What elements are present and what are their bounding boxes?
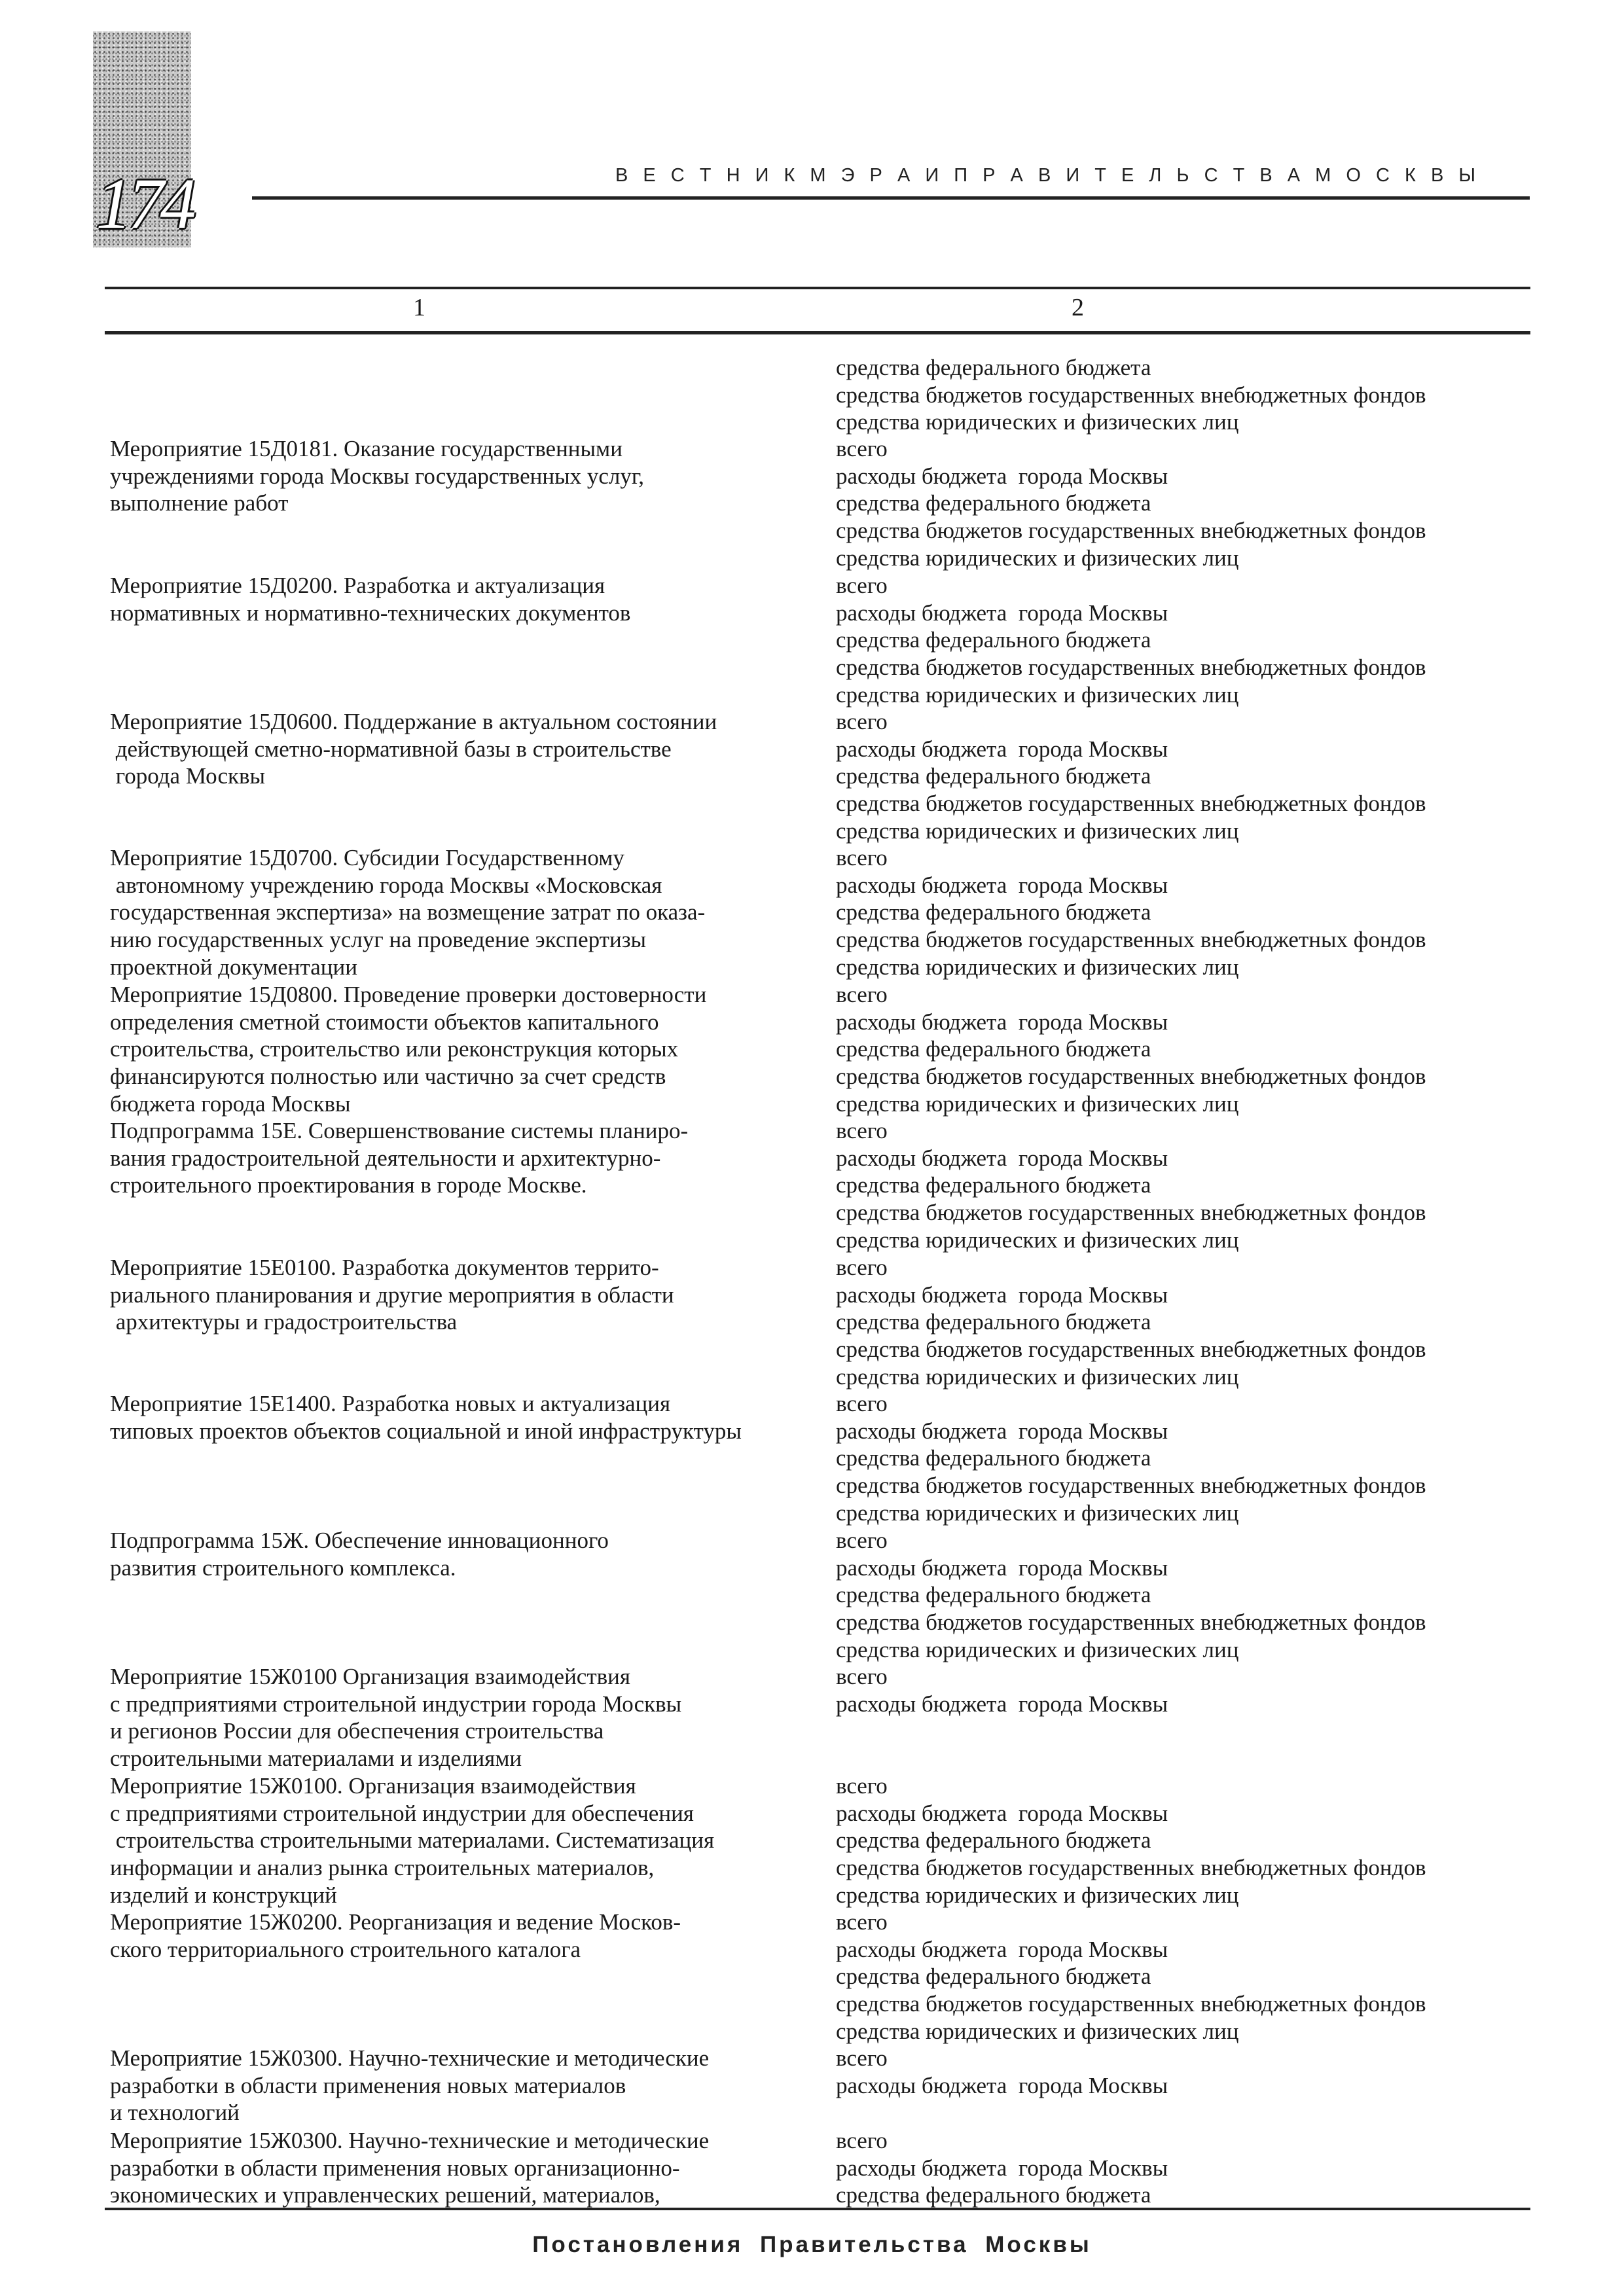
column-number-2: 2 xyxy=(1072,294,1084,321)
row-9-right: всего расходы бюджета города Москвы средства федерального бюджета средства бюджетов государственных внебюджетных фондов средства юридических и физических лиц xyxy=(836,1391,1426,1526)
row-8-right: всего расходы бюджета города Москвы средства федерального бюджета средства бюджетов государственных внебюджетных фондов средства юридических и физических лиц xyxy=(836,1255,1426,1390)
row-2-right: всего расходы бюджета города Москвы средства федерального бюджета средства бюджетов государственных внебюджетных фондов средства юридических и физических лиц xyxy=(836,436,1426,571)
page-number: 174 xyxy=(96,164,192,243)
row-11-left: Мероприятие 15Ж0100 Организация взаимодействия с предприятиями строительной индустрии города Москвы и регионов России для обеспечения строительства строительными материалами и изделиями xyxy=(110,1664,682,1772)
row-1-right: средства федерального бюджета средства бюджетов государственных внебюджетных фондов средства юридических и физических лиц xyxy=(836,355,1426,435)
row-13-right: всего расходы бюджета города Москвы средства федерального бюджета средства бюджетов государственных внебюджетных фондов средства юридических и физических лиц xyxy=(836,1909,1426,2044)
row-10-right: всего расходы бюджета города Москвы средства федерального бюджета средства бюджетов государственных внебюджетных фондов средства юридических и физических лиц xyxy=(836,1528,1426,1662)
row-12-left: Мероприятие 15Ж0100. Организация взаимодействия с предприятиями строительной индустрии для обеспечения строительства строительными материалами. Систематизация информации и анализ рынка строительных материалов, изделий и конструкций xyxy=(110,1773,715,1908)
row-4-right: всего расходы бюджета города Москвы средства федерального бюджета средства бюджетов государственных внебюджетных фондов средства юридических и физических лиц xyxy=(836,709,1426,844)
row-5-right: всего расходы бюджета города Москвы средства федерального бюджета средства бюджетов государственных внебюджетных фондов средства юридических и физических лиц xyxy=(836,845,1426,980)
row-5-left: Мероприятие 15Д0700. Субсидии Государственному автономному учреждению города Москвы «Московская государственная экспертиза» на возмещение затрат по оказа- нию государственных услуг на проведение экспертизы проектной документации xyxy=(110,845,706,980)
row-10-left: Подпрограмма 15Ж. Обеспечение инновационного развития строительного комплекса. xyxy=(110,1528,609,1581)
footer-title: Постановления Правительства Москвы xyxy=(532,2232,1092,2257)
column-number-1: 1 xyxy=(413,294,425,321)
row-4-left: Мероприятие 15Д0600. Поддержание в актуальном состоянии действующей сметно-нормативной базы в строительстве города Москвы xyxy=(110,709,717,789)
journal-title: В Е С Т Н И К М Э Р А И П Р А В И Т Е Л Ь С Т В А М О С К В Ы xyxy=(615,165,1476,186)
row-13-left: Мероприятие 15Ж0200. Реорганизация и ведение Москов- ского территориального строительного каталога xyxy=(110,1909,681,1962)
row-14-left: Мероприятие 15Ж0300. Научно-технические и методические разработки в области применения новых материалов и технологий xyxy=(110,2045,710,2126)
row-3-left: Мероприятие 15Д0200. Разработка и актуализация нормативных и нормативно-технических документов xyxy=(110,573,631,626)
row-11-right: всего расходы бюджета города Москвы xyxy=(836,1664,1168,1717)
row-3-right: всего расходы бюджета города Москвы средства федерального бюджета средства бюджетов государственных внебюджетных фондов средства юридических и физических лиц xyxy=(836,573,1426,708)
row-7-left: Подпрограмма 15Е. Совершенствование системы планиро- вания градостроительной деятельности и архитектурно- строительного проектирования в городе Москве. xyxy=(110,1118,689,1198)
row-14-right: всего расходы бюджета города Москвы xyxy=(836,2045,1168,2098)
row-2-left: Мероприятие 15Д0181. Оказание государственными учреждениями города Москвы государственных услуг, выполнение работ xyxy=(110,436,645,516)
row-6-right: всего расходы бюджета города Москвы средства федерального бюджета средства бюджетов государственных внебюджетных фондов средства юридических и физических лиц xyxy=(836,982,1426,1117)
row-12-right: всего расходы бюджета города Москвы средства федерального бюджета средства бюджетов государственных внебюджетных фондов средства юридических и физических лиц xyxy=(836,1773,1426,1908)
table-bottom-rule xyxy=(105,2208,1530,2210)
row-7-right: всего расходы бюджета города Москвы средства федерального бюджета средства бюджетов государственных внебюджетных фондов средства юридических и физических лиц xyxy=(836,1118,1426,1253)
row-8-left: Мероприятие 15Е0100. Разработка документов террито- риального планирования и другие мероприятия в области архитектуры и градостроительства xyxy=(110,1255,674,1335)
row-15-left: Мероприятие 15Ж0300. Научно-технические и методические разработки в области применения новых организационно- экономических и управленческих решений, материалов, xyxy=(110,2128,710,2208)
row-6-left: Мероприятие 15Д0800. Проведение проверки достоверности определения сметной стоимости объектов капитального строительства, строительство или реконструкция которых финансируются полностью или частично за счет средств бюджета города Москвы xyxy=(110,982,707,1117)
row-15-right: всего расходы бюджета города Москвы средства федерального бюджета xyxy=(836,2128,1168,2208)
row-9-left: Мероприятие 15Е1400. Разработка новых и актуализация типовых проектов объектов социальной и иной инфраструктуры xyxy=(110,1391,742,1444)
